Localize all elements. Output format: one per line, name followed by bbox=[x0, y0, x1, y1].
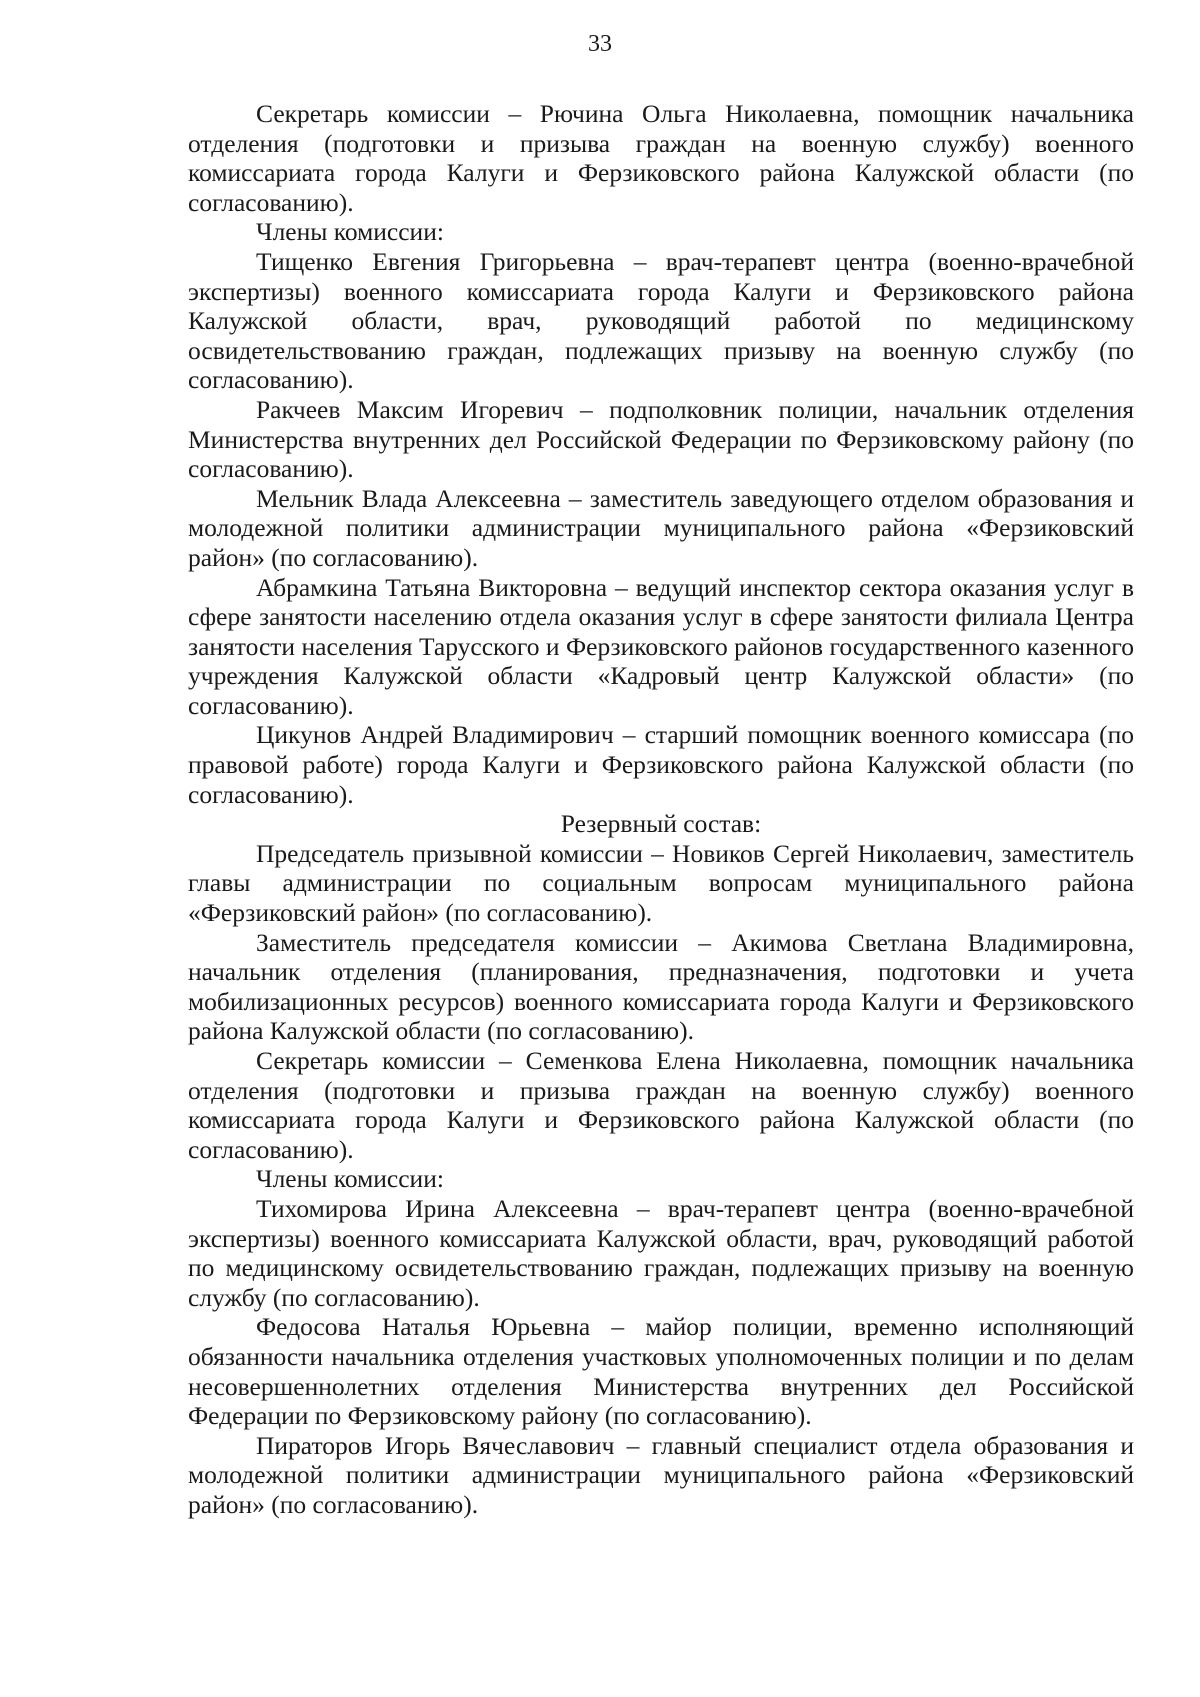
paragraph-member: Мельник Влада Алексеевна – заместитель заведующего отделом образования и молодежной политики администрации муниципального района «Ферзиковский район» (по согласованию). bbox=[188, 483, 1134, 572]
paragraph-member: Абрамкина Татьяна Викторовна – ведущий инспектор сектора оказания услуг в сфере занятости населению отдела оказания услуг в сфере занятости филиала Центра занятости населения Тарусского и Ферзиковского районов государственного казенного учреждения Калужской области «Кадровый центр Калужской области» (по согласованию). bbox=[188, 572, 1134, 720]
paragraph-reserve-deputy: Заместитель председателя комиссии – Акимова Светлана Владимировна, начальник отделения (планирования, предназначения, подготовки и учета мобилизационных ресурсов) военного комиссариата города Калуги и Ферзиковского района Калужской области (по согласованию). bbox=[188, 927, 1134, 1046]
paragraph-secretary: Секретарь комиссии – Рючина Ольга Николаевна, помощник начальника отделения (подготовки и призыва граждан на военную службу) военного комиссариата города Калуги и Ферзиковского района Калужской области (по согласованию). bbox=[188, 99, 1134, 217]
document-body bbox=[188, 99, 1134, 1520]
paragraph-reserve-member: Тихомирова Ирина Алексеевна – врач-терапевт центра (военно-врачебной экспертизы) военного комиссариата Калужской области, врач, руководящий работой по медицинскому освидетельствованию граждан, подлежащих призыву на военную службу (по согласованию). bbox=[188, 1193, 1134, 1312]
heading-reserve-members: Члены комиссии: bbox=[256, 1164, 444, 1194]
paragraph-reserve-member: Пираторов Игорь Вячеславович – главный специалист отдела образования и молодежной политики администрации муниципального района «Ферзиковский район» (по согласованию). bbox=[188, 1430, 1134, 1519]
paragraph-member: Тищенко Евгения Григорьевна – врач-терапевт центра (военно-врачебной экспертизы) военного комиссариата города Калуги и Ферзиковского района Калужской области, врач, руководящий работой по медицинскому освидетельствованию граждан, подлежащих призыву на военную службу (по согласованию). bbox=[188, 246, 1134, 395]
heading-reserve-composition: Резервный состав: bbox=[560, 809, 762, 839]
page-number: 33 bbox=[588, 31, 612, 57]
paragraph-member: Цикунов Андрей Владимирович – старший помощник военного комиссара (по правовой работе) города Калуги и Ферзиковского района Калужской области (по согласованию). bbox=[188, 720, 1134, 809]
paragraph-reserve-secretary: Секретарь комиссии – Семенкова Елена Николаевна, помощник начальника отделения (подготовки и призыва граждан на военную службу) военного комиссариата города Калуги и Ферзиковского района Калужской области (по согласованию). bbox=[188, 1046, 1134, 1164]
paragraph-member: Ракчеев Максим Игоревич – подполковник полиции, начальник отделения Министерства внутренних дел Российской Федерации по Ферзиковскому району (по согласованию). bbox=[188, 394, 1134, 484]
paragraph-reserve-chairman: Председатель призывной комиссии – Новиков Сергей Николаевич, заместитель главы администрации по социальным вопросам муниципального района «Ферзиковский район» (по согласованию). bbox=[188, 838, 1134, 928]
heading-members: Члены комиссии: bbox=[256, 217, 444, 247]
paragraph-reserve-member: Федосова Наталья Юрьевна – майор полиции, временно исполняющий обязанности начальника отделения участковых уполномоченных полиции и по делам несовершеннолетних отделения Министерства внутренних дел Российской Федерации по Ферзиковскому району (по согласованию). bbox=[188, 1312, 1134, 1431]
